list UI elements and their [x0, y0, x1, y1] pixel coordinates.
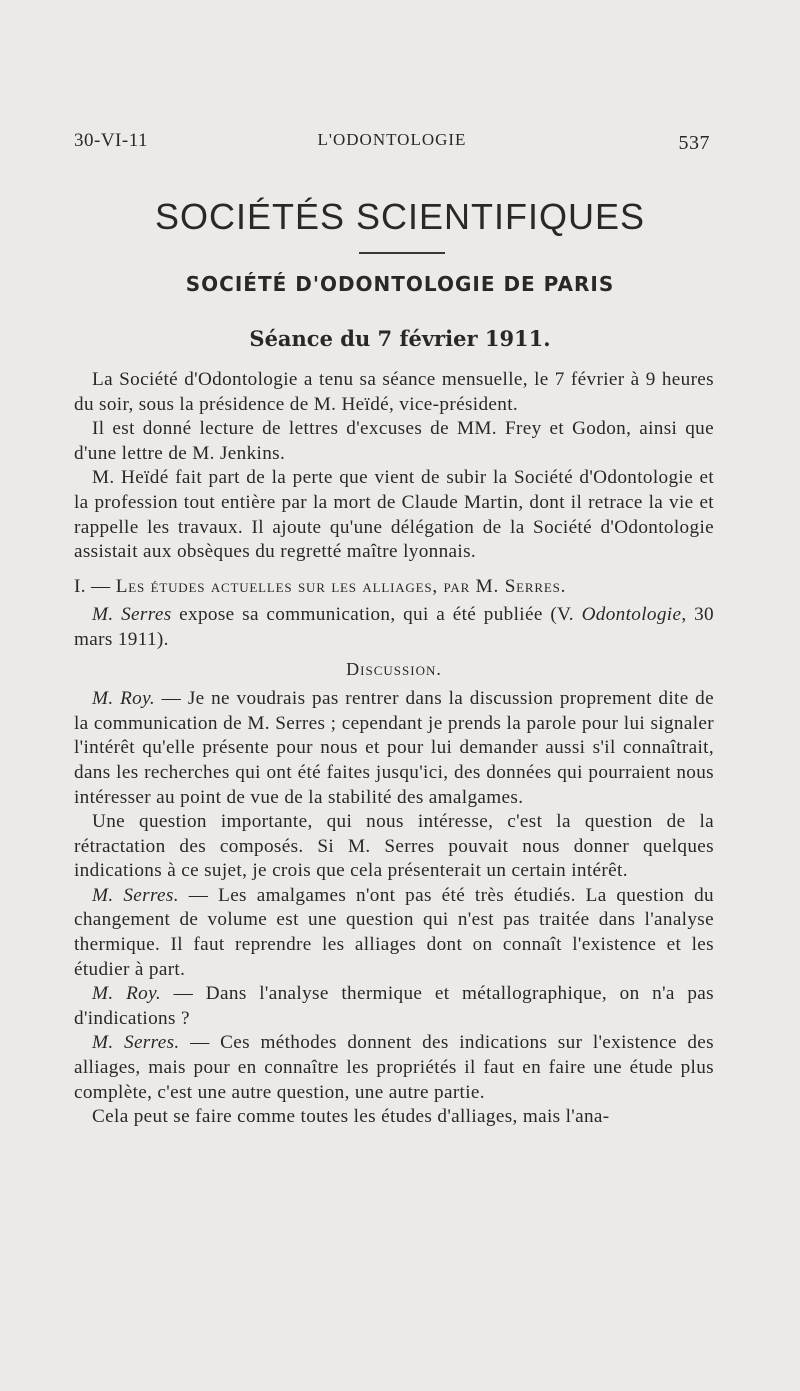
- issue-date: 30-VI-11: [74, 130, 148, 151]
- dialogue-paragraph: [74, 982, 714, 1031]
- paragraph-obituary: M. Heïdé fait part de la perte que vient de subir la Société d'Odontologie et la profession tout entière par la mort de Claude Martin, dont il retrace la vie et rappelle les travaux. Il ajoute qu'une délégation de la Société d'Odontologie assistait aux obsèques du regretté maître lyonnais.: [74, 467, 714, 563]
- paragraph-letters: Il est donné lecture de lettres d'excuses de MM. Frey et Godon, ainsi que d'une lettre de M. Jenkins.: [74, 418, 714, 464]
- dialogue-paragraph: [74, 1031, 714, 1105]
- dialogue-text: — Dans l'analyse thermique et métallographique, on n'a pas d'indications ?: [74, 983, 714, 1029]
- dialogue-paragraph: [74, 810, 714, 884]
- page-number: 537: [678, 132, 710, 154]
- speaker-name: M. Serres.: [92, 1032, 180, 1054]
- dialogue-paragraph: [74, 687, 714, 810]
- paragraph-text: , 30 mars 1911).: [74, 604, 714, 650]
- section-number: I. —: [74, 575, 111, 597]
- speaker-name: M. Roy.: [92, 983, 162, 1005]
- paragraph-text: expose sa communication, qui a été publiée (V.: [171, 604, 582, 626]
- dialogue-paragraph: [74, 884, 714, 982]
- journal-reference: Odontologie: [581, 604, 682, 626]
- dialogue-text: Cela peut se faire comme toutes les études d'alliages, mais l'ana-: [92, 1106, 610, 1128]
- society-heading: SOCIÉTÉ D'ODONTOLOGIE DE PARIS: [185, 272, 615, 296]
- journal-title: L'ODONTOLOGIE: [317, 130, 467, 149]
- paragraph-communication: [74, 603, 714, 652]
- title-rule: [359, 252, 445, 254]
- dialogue-text: Une question importante, qui nous intéresse, c'est la question de la rétractation des composés. Si M. Serres pouvait nous donner quelques indications à ce sujet, je crois que cela présenterait un certain intérêt.: [74, 811, 714, 882]
- paragraph-opening: La Société d'Odontologie a tenu sa séance mensuelle, le 7 février à 9 heures du soir, sous la présidence de M. Heïdé, vice-président.: [74, 369, 714, 415]
- dialogue-text: — Ces méthodes donnent des indications sur l'existence des alliages, mais pour en connaître les propriétés il faut en faire une étude plus complète, c'est une autre question, une autre partie.: [74, 1032, 714, 1103]
- dialogue-text: — Les amalgames n'ont pas été très étudiés. La question du changement de volume est une question qui n'est pas traitée dans l'analyse thermique. Il faut reprendre les alliages dont on connaît l'existence et les étudier à part.: [74, 884, 714, 980]
- speaker-name: M. Serres: [92, 604, 172, 626]
- section-title-text: Les études actuelles sur les alliages, par M. Serres.: [115, 575, 567, 597]
- speaker-name: M. Serres.: [92, 884, 179, 906]
- dialogue-paragraph: [74, 1105, 714, 1130]
- section-heading-1: [74, 575, 714, 600]
- discussion-heading: Discussion.: [346, 658, 442, 679]
- session-heading: Séance du 7 février 1911.: [249, 326, 551, 351]
- section-title: SOCIÉTÉS SCIENTIFIQUES: [154, 196, 646, 237]
- article-body: [74, 368, 714, 1130]
- dialogue-text: — Je ne voudrais pas rentrer dans la discussion proprement dite de la communication de M. Serres ; cependant je prends la parole pour lui signaler l'intérêt qu'elle présente pour nous et pour lui demander aussi s'il connaîtrait, dans les recherches qui ont été faites jusqu'ici, des données qui pourraient nous intéresser au point de vue de la stabilité des amalgames.: [74, 688, 714, 808]
- speaker-name: M. Roy.: [92, 688, 156, 710]
